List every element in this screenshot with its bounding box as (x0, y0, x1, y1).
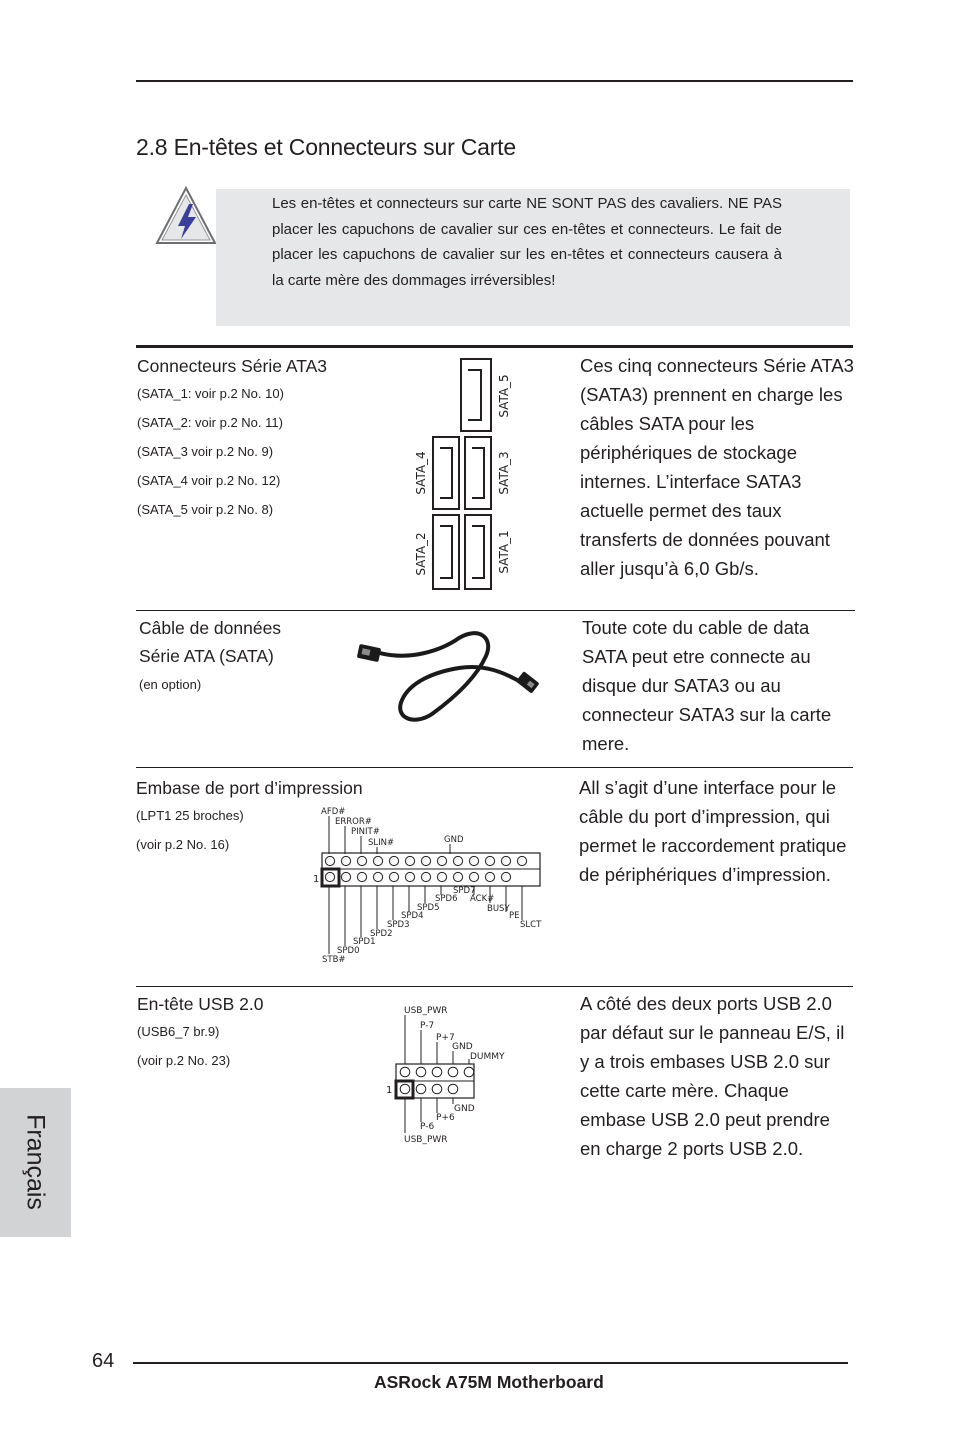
pin-label: USB_PWR (404, 1135, 448, 1145)
pin-label: AFD# (321, 807, 346, 817)
sata-connectors-diagram (398, 356, 528, 597)
sata5-label: SATA_5 (497, 374, 511, 418)
pin-label: SPD0 (337, 946, 360, 956)
section-rule-sata3 (136, 345, 853, 348)
sata3-note: (SATA_4 voir p.2 No. 12) (137, 473, 281, 488)
pin-label: GND (452, 1042, 473, 1052)
warning-text: Les en-têtes et connecteurs sur carte NE SONT PAS des cavaliers. NE PAS placer les capuchons de cavalier sur ces en-têtes et connecteurs. Le fait de placer les capuchons de cavalier sur les en-têtes et connecteurs causera à la carte mère des dommages irréversibles! (272, 195, 782, 289)
pin-label: SPD4 (401, 911, 424, 921)
cable-note: (en option) (139, 677, 202, 692)
pin-label: P-7 (420, 1021, 435, 1031)
sata3-label: SATA_3 (497, 451, 511, 495)
pin-label: SPD1 (353, 937, 376, 947)
pin-label: P+6 (436, 1113, 455, 1123)
print-note: (voir p.2 No. 16) (136, 837, 230, 852)
pin-label: SPD2 (370, 929, 393, 939)
section-rule-usb (136, 986, 853, 987)
warning-triangle-icon (154, 185, 218, 252)
section-rule-cable (136, 610, 855, 611)
sata-cable-image (354, 628, 544, 729)
pin1-label: 1 (313, 874, 320, 885)
usb-note: (USB6_7 br.9) (137, 1024, 220, 1039)
pin-label: SLCT (520, 920, 542, 930)
language-tab-label: Français (21, 1114, 50, 1210)
pin-label: DUMMY (470, 1052, 505, 1062)
cable-title: Série ATA (SATA) (139, 646, 274, 666)
pin-label: P+7 (436, 1033, 455, 1043)
usb-note: (voir p.2 No. 23) (137, 1053, 231, 1068)
pin-label: USB_PWR (404, 1006, 448, 1016)
language-tab (0, 1088, 71, 1237)
pin-label: SPD3 (387, 920, 410, 930)
footer-text: ASRock A75M Motherboard (374, 1372, 604, 1392)
print-title: Embase de port d’impression (136, 778, 363, 798)
pin-label: ERROR# (335, 817, 372, 827)
sata3-description: Ces cinq connecteurs Série ATA3 (SATA3) prennent en charge les câbles SATA pour les périphériques de stockage internes. L’interface SATA3 actuelle permet des taux transferts de données pouvant aller jusqu’à 6,0 Gb/s. (580, 355, 854, 579)
pin-label: SPD5 (417, 903, 440, 913)
usb-description: A côté des deux ports USB 2.0 par défaut sur le panneau E/S, il y a trois embases USB 2.0 sur cette carte mère. Chaque embase USB 2.0 peut prendre en charge 2 ports USB 2.0. (580, 993, 845, 1159)
pin-label: STB# (322, 955, 346, 965)
top-rule (136, 80, 853, 82)
section-rule-print (136, 767, 853, 768)
sata3-note: (SATA_3 voir p.2 No. 9) (137, 444, 274, 459)
sata5-key (468, 370, 481, 420)
usb-header-diagram (382, 1000, 522, 1155)
sata1-label: SATA_1 (497, 530, 511, 574)
pin-label: PE (509, 911, 520, 921)
print-note: (LPT1 25 broches) (136, 808, 244, 823)
pin-label: PINIT# (351, 827, 380, 837)
sata2-label: SATA_2 (414, 532, 428, 576)
cable-title: Câble de données (139, 618, 282, 638)
pin1-label: 1 (386, 1085, 393, 1096)
pin-label: SLIN# (368, 838, 395, 848)
cable-description: Toute cote du cable de data SATA peut etre connecte au disque dur SATA3 ou au connecteur SATA3 sur la carte mere. (582, 617, 832, 754)
pin-label: SPD7 (453, 886, 476, 896)
pin-label: SPD6 (435, 894, 458, 904)
section-title: 2.8 En-têtes et Connecteurs sur Carte (136, 134, 516, 160)
pin-label: GND (454, 1104, 475, 1114)
pin-label: P-6 (420, 1122, 435, 1132)
sata3-note: (SATA_5 voir p.2 No. 8) (137, 502, 274, 517)
page-number: 64 (92, 1350, 115, 1372)
sata3-title: Connecteurs Série ATA3 (137, 356, 328, 376)
sata4-label: SATA_4 (414, 451, 428, 495)
pin-label: BUSY (487, 904, 510, 914)
sata3-note: (SATA_1: voir p.2 No. 10) (137, 386, 284, 401)
pin-label: ACK# (470, 894, 495, 904)
print-description: All s’agit d’une interface pour le câble du port d’impression, qui permet le raccordement pratique de périphériques d’impression. (579, 777, 847, 885)
usb-title: En-tête USB 2.0 (137, 994, 264, 1014)
pin-label: GND (444, 835, 464, 845)
print-port-diagram (310, 802, 550, 971)
footer-rule (133, 1362, 848, 1364)
sata3-note: (SATA_2: voir p.2 No. 11) (137, 415, 283, 430)
